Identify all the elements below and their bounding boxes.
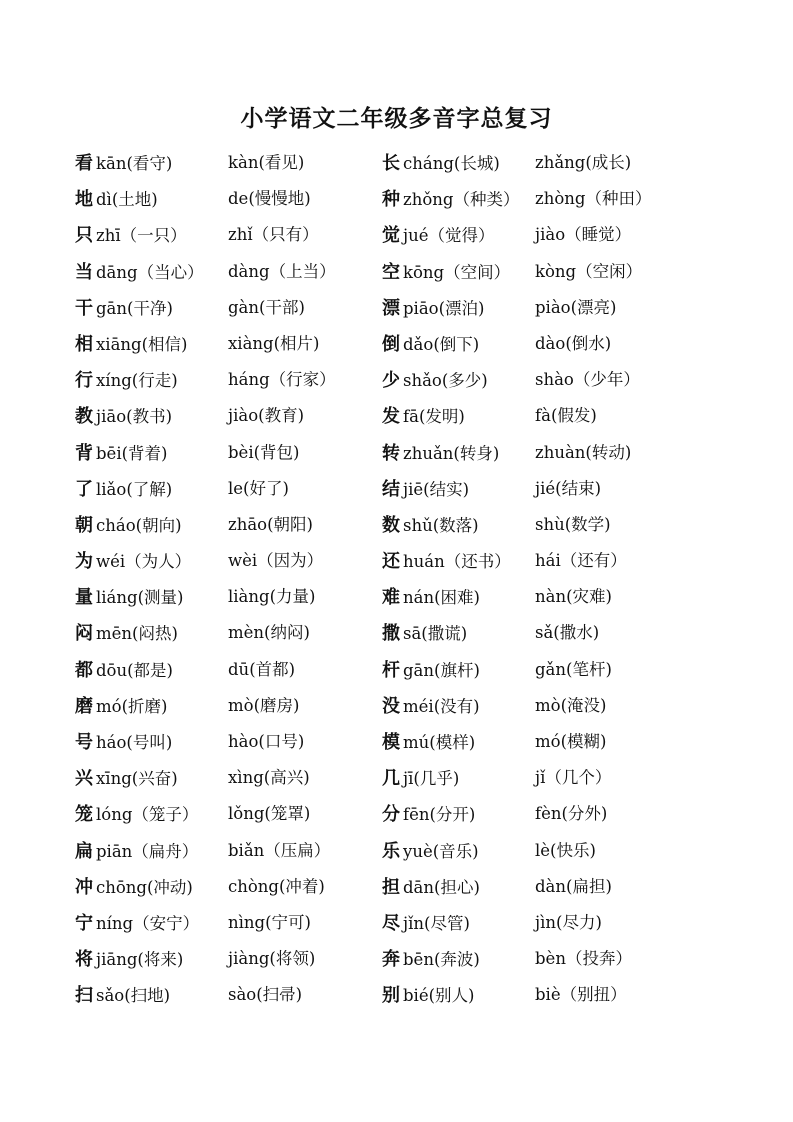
page-title: 小学语文二年级多音字总复习: [240, 106, 553, 132]
entry-character: 长: [382, 153, 400, 174]
entry-reading-1: [75, 981, 170, 1007]
reading-1-text: zhǒng（种类）: [403, 190, 520, 210]
entry-reading-1: [382, 728, 475, 754]
reading-1-text: xīng(兴奋): [96, 769, 178, 789]
entry-reading-1: [382, 547, 511, 573]
entry-reading-1: [382, 149, 500, 175]
reading-1-text: wéi（为人）: [96, 552, 192, 572]
entry-reading-1: [75, 185, 158, 211]
entry-reading-1: [382, 873, 480, 899]
entry-reading-2: le(好了): [228, 478, 289, 498]
entry-reading-2: xìng(高兴): [228, 768, 310, 788]
entry-reading-2: dū(首都): [228, 659, 296, 679]
polyphone-row: [0, 831, 793, 867]
entry-reading-2: gàn(干部): [228, 297, 305, 317]
reading-1-text: piān（扁舟）: [96, 841, 199, 861]
entry-character: 冲: [75, 876, 93, 898]
reading-1-text: dāng（当心）: [96, 262, 204, 282]
entry-character: 行: [75, 370, 93, 392]
reading-1-text: kān(看守): [96, 154, 173, 173]
reading-1-text: cháo(朝向): [96, 515, 182, 535]
reading-1-text: jiē(结实): [403, 479, 470, 499]
entry-character: 漂: [382, 297, 400, 319]
entry-character: 乐: [382, 840, 400, 862]
entry-reading-1: [75, 439, 167, 465]
reading-1-text: dōu(都是): [96, 660, 173, 680]
entry-character: 看: [75, 153, 93, 174]
entry-character: 结: [382, 478, 400, 500]
entry-reading-1: [382, 800, 475, 826]
entry-reading-2: liàng(力量): [228, 587, 316, 607]
reading-1-text: liáng(测量): [96, 588, 184, 608]
entry-reading-2: wèi（因为）: [228, 551, 324, 571]
entry-reading-2: bèn（投奔）: [535, 949, 632, 969]
entry-character: 发: [382, 406, 400, 428]
reading-1-text: fā(发明): [403, 407, 465, 427]
entry-reading-2: mó(模糊): [535, 732, 607, 751]
entry-reading-2: bèi(背包): [228, 442, 300, 462]
entry-reading-2: xiàng(相片): [228, 333, 320, 353]
reading-1-text: shǔ(数落): [403, 515, 479, 535]
entry-character: 量: [75, 587, 93, 609]
entry-character: 相: [75, 333, 93, 355]
entry-character: 背: [75, 442, 93, 464]
entry-reading-2: jiàng(将领): [228, 949, 316, 969]
entry-reading-1: [75, 294, 173, 320]
polyphone-row: [0, 396, 793, 432]
reading-1-text: sā(撒谎): [403, 624, 468, 644]
entry-reading-1: [382, 258, 510, 284]
entry-reading-1: [75, 149, 172, 175]
entry-character: 兴: [75, 768, 93, 790]
reading-1-text: bié(别人): [403, 986, 475, 1006]
entry-reading-2: sào(扫帚): [228, 985, 303, 1005]
reading-1-text: zhī（一只）: [96, 226, 187, 246]
entry-character: 扁: [75, 840, 93, 862]
entry-reading-1: [75, 402, 172, 428]
reading-1-text: liǎo(了解): [96, 479, 173, 499]
entry-character: 将: [75, 949, 93, 971]
polyphone-row: [0, 758, 793, 794]
entry-reading-1: [382, 764, 459, 790]
entry-reading-2: zhòng（种田）: [535, 189, 652, 209]
reading-1-text: dān(担心): [403, 877, 480, 897]
polyphone-list: [0, 143, 793, 1012]
entry-reading-2: shù(数学): [535, 514, 611, 534]
entry-character: 转: [382, 442, 400, 464]
reading-1-text: shǎo(多少): [403, 371, 488, 391]
entry-reading-1: [382, 294, 485, 320]
polyphone-row: [0, 252, 793, 288]
entry-reading-1: [382, 981, 474, 1007]
entry-reading-2: zhǎng(成长): [535, 153, 632, 172]
entry-reading-2: biǎn（压扁）: [228, 840, 331, 860]
entry-reading-2: hào(口号): [228, 732, 305, 751]
entry-reading-1: [75, 800, 198, 826]
reading-1-text: gān(旗杆): [403, 660, 480, 680]
reading-1-text: xíng(行走): [96, 371, 178, 391]
reading-1-text: piāo(漂泊): [403, 298, 485, 318]
entry-character: 担: [382, 876, 400, 898]
reading-1-text: dǎo(倒下): [403, 334, 480, 354]
polyphone-row: [0, 577, 793, 613]
entry-reading-2: dàng（上当）: [228, 261, 336, 281]
polyphone-row: [0, 469, 793, 505]
entry-reading-1: [75, 728, 172, 754]
entry-reading-2: de(慢慢地): [228, 189, 311, 209]
entry-character: 空: [382, 261, 400, 283]
reading-1-text: cháng(长城): [403, 154, 500, 173]
reading-1-text: kōng（空间）: [403, 262, 511, 282]
entry-character: 种: [382, 189, 400, 211]
entry-reading-1: [75, 583, 183, 609]
reading-1-text: zhuǎn(转身): [403, 443, 500, 463]
entry-reading-1: [75, 330, 187, 356]
entry-character: 觉: [382, 225, 400, 247]
entry-reading-1: [75, 656, 173, 682]
reading-1-text: jī(几乎): [403, 769, 460, 789]
entry-character: 撒: [382, 623, 400, 645]
polyphone-row: [0, 722, 793, 758]
reading-1-text: háo(号叫): [96, 733, 173, 752]
entry-character: 倒: [382, 333, 400, 355]
entry-character: 奔: [382, 949, 400, 971]
polyphone-row: [0, 686, 793, 722]
reading-1-text: jué（觉得）: [403, 226, 495, 246]
entry-reading-2: mò(淹没): [535, 695, 607, 715]
entry-character: 地: [75, 189, 93, 211]
reading-1-text: nán(困难): [403, 588, 480, 608]
entry-reading-2: piào(漂亮): [535, 297, 617, 317]
entry-reading-2: chòng(冲着): [228, 876, 325, 896]
entry-reading-2: zhāo(朝阳): [228, 514, 313, 534]
polyphone-row: [0, 179, 793, 215]
entry-reading-1: [382, 221, 495, 247]
entry-reading-1: [382, 185, 519, 211]
entry-reading-1: [382, 656, 480, 682]
entry-reading-2: sǎ(撒水): [535, 623, 600, 643]
reading-1-text: chōng(冲动): [96, 877, 193, 897]
entry-character: 都: [75, 659, 93, 681]
reading-1-text: gān(干净): [96, 298, 173, 318]
reading-1-text: bēn(奔波): [403, 950, 480, 970]
reading-1-text: mó(折磨): [96, 696, 168, 716]
entry-character: 朝: [75, 514, 93, 536]
entry-character: 还: [382, 551, 400, 573]
entry-reading-2: háng（行家）: [228, 370, 336, 390]
entry-reading-1: [75, 692, 167, 718]
entry-reading-1: [75, 475, 172, 501]
polyphone-row: [0, 613, 793, 649]
reading-1-text: jǐn(尽管): [403, 913, 470, 933]
reading-1-text: méi(没有): [403, 696, 480, 716]
polyphone-row: [0, 505, 793, 541]
entry-reading-2: fèn(分外): [535, 804, 608, 824]
entry-reading-2: fà(假发): [535, 406, 597, 426]
entry-reading-2: biè（别扭）: [535, 985, 627, 1005]
entry-reading-1: [382, 619, 467, 645]
entry-reading-1: [382, 909, 470, 935]
reading-1-text: mēn(闷热): [96, 624, 178, 644]
entry-character: 没: [382, 695, 400, 717]
entry-reading-1: [75, 511, 182, 537]
entry-character: 模: [382, 732, 400, 753]
entry-character: 为: [75, 551, 93, 573]
entry-reading-1: [75, 837, 198, 863]
entry-reading-1: [382, 511, 479, 537]
reading-1-text: mú(模样): [403, 733, 476, 752]
entry-reading-2: jiào（睡觉）: [535, 225, 632, 245]
polyphone-row: [0, 288, 793, 324]
polyphone-row: [0, 939, 793, 975]
reading-1-text: xiāng(相信): [96, 334, 188, 354]
reading-1-text: jiāo(教书): [96, 407, 173, 427]
entry-character: 号: [75, 732, 93, 753]
entry-reading-1: [382, 366, 488, 392]
entry-character: 干: [75, 297, 93, 319]
entry-reading-2: jǐ（几个）: [535, 768, 612, 788]
entry-reading-2: kàn(看见): [228, 153, 305, 172]
polyphone-row: [0, 143, 793, 179]
entry-character: 了: [75, 478, 93, 500]
reading-1-text: fēn(分开): [403, 805, 476, 825]
reading-1-text: huán（还书）: [403, 552, 511, 572]
polyphone-row: [0, 215, 793, 251]
polyphone-row: [0, 650, 793, 686]
entry-reading-1: [382, 439, 499, 465]
entry-reading-1: [75, 764, 178, 790]
reading-1-text: dì(土地): [96, 190, 158, 210]
polyphone-row: [0, 433, 793, 469]
entry-character: 只: [75, 225, 93, 247]
entry-reading-2: hái（还有）: [535, 551, 627, 571]
reading-1-text: yuè(音乐): [403, 841, 479, 861]
entry-reading-1: [382, 330, 479, 356]
entry-reading-2: lǒng(笼罩): [228, 804, 311, 824]
entry-reading-1: [75, 221, 187, 247]
entry-character: 闷: [75, 623, 93, 645]
entry-reading-1: [382, 837, 479, 863]
entry-reading-1: [75, 619, 178, 645]
entry-character: 少: [382, 370, 400, 392]
entry-reading-2: kòng（空闲）: [535, 261, 643, 281]
entry-reading-1: [75, 945, 183, 971]
entry-reading-2: nìng(宁可): [228, 912, 311, 932]
entry-reading-2: jiào(教育): [228, 406, 305, 426]
entry-character: 当: [75, 261, 93, 283]
entry-character: 扫: [75, 985, 93, 1007]
entry-character: 宁: [75, 912, 93, 934]
reading-1-text: bēi(背着): [96, 443, 168, 463]
entry-character: 笼: [75, 804, 93, 826]
entry-reading-1: [75, 873, 193, 899]
entry-character: 尽: [382, 912, 400, 934]
entry-reading-2: jìn(尽力): [535, 912, 602, 932]
polyphone-row: [0, 794, 793, 830]
entry-reading-2: dàn(扁担): [535, 876, 612, 896]
entry-reading-1: [75, 366, 178, 392]
entry-reading-2: dào(倒水): [535, 333, 612, 353]
polyphone-row: [0, 324, 793, 360]
reading-1-text: níng（安宁）: [96, 913, 200, 933]
polyphone-row: [0, 541, 793, 577]
entry-character: 磨: [75, 695, 93, 717]
entry-reading-1: [382, 945, 480, 971]
entry-reading-2: lè(快乐): [535, 840, 596, 860]
polyphone-row: [0, 975, 793, 1011]
entry-reading-1: [382, 692, 480, 718]
entry-character: 分: [382, 804, 400, 826]
entry-character: 数: [382, 514, 400, 536]
entry-reading-2: zhuàn(转动): [535, 442, 632, 462]
entry-reading-2: nàn(灾难): [535, 587, 612, 607]
entry-reading-2: zhǐ（只有）: [228, 225, 319, 245]
entry-reading-1: [382, 475, 469, 501]
entry-reading-1: [75, 547, 191, 573]
reading-1-text: sǎo(扫地): [96, 986, 171, 1006]
polyphone-row: [0, 867, 793, 903]
entry-character: 难: [382, 587, 400, 609]
entry-reading-2: mò(磨房): [228, 695, 300, 715]
entry-character: 几: [382, 768, 400, 790]
entry-reading-2: gǎn(笔杆): [535, 659, 612, 679]
entry-character: 教: [75, 406, 93, 428]
reading-1-text: jiāng(将来): [96, 950, 184, 970]
entry-reading-2: shào（少年）: [535, 370, 640, 390]
entry-character: 杆: [382, 659, 400, 681]
entry-reading-2: jié(结束): [535, 478, 602, 498]
entry-reading-2: mèn(纳闷): [228, 623, 310, 643]
polyphone-row: [0, 360, 793, 396]
entry-reading-1: [382, 402, 465, 428]
entry-reading-1: [75, 909, 199, 935]
entry-character: 别: [382, 985, 400, 1007]
entry-reading-1: [382, 583, 480, 609]
reading-1-text: lóng（笼子）: [96, 805, 199, 825]
entry-reading-1: [75, 258, 204, 284]
polyphone-row: [0, 903, 793, 939]
